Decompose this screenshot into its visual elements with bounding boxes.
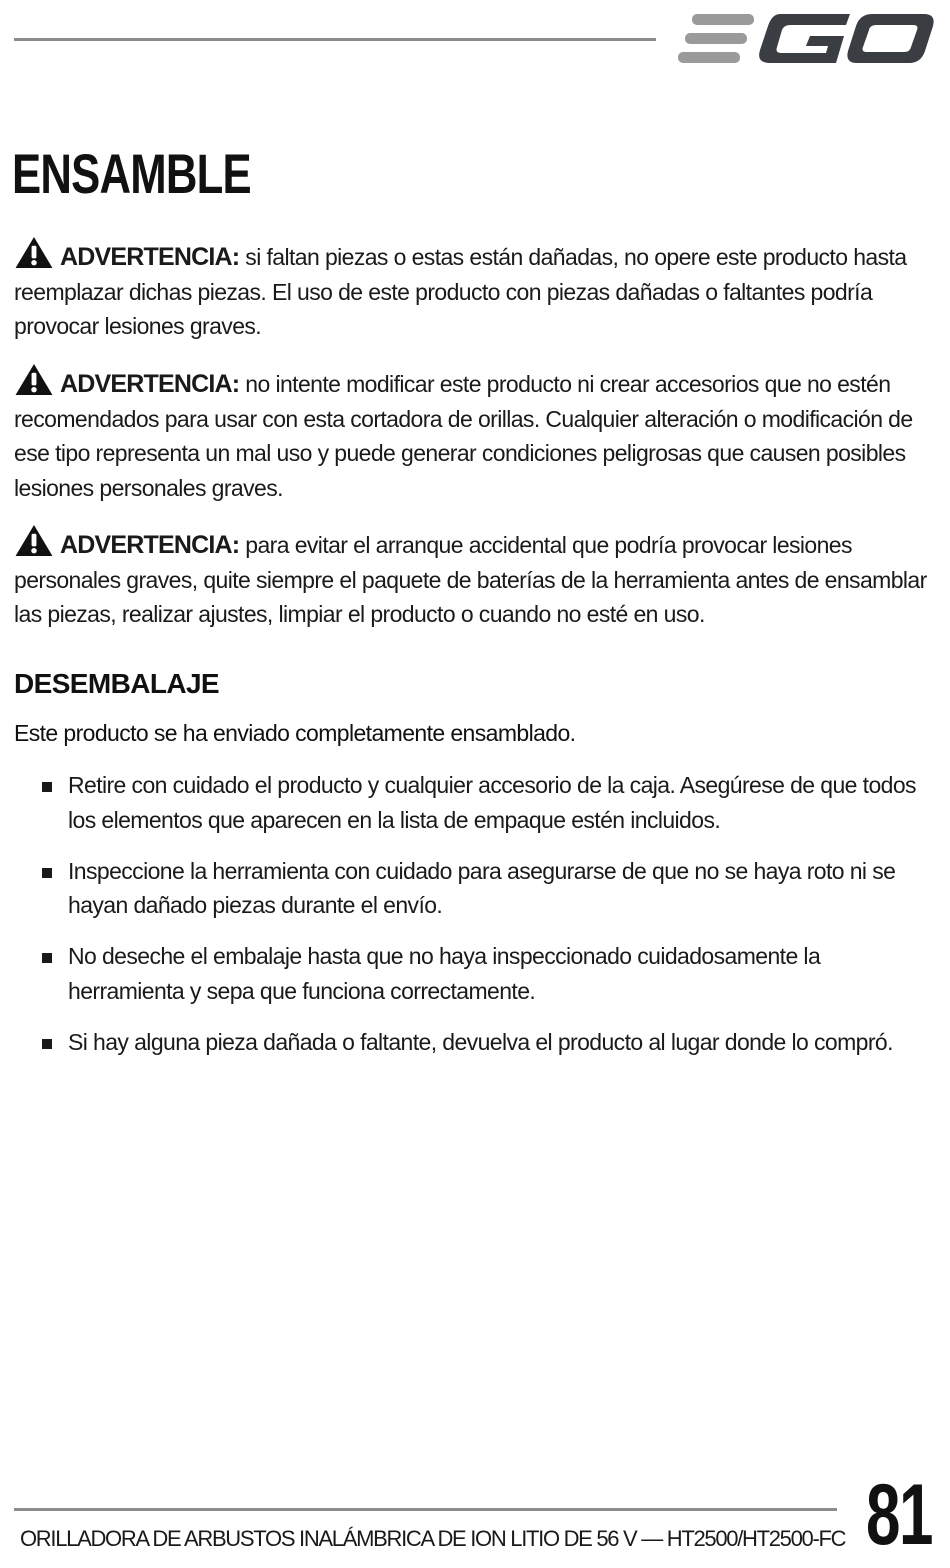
bullet-square-icon — [42, 782, 52, 792]
footer-product-line: ORILLADORA DE ARBUSTOS INALÁMBRICA DE ION LITIO DE 56 V — HT2500/HT2500-FC — [20, 1526, 846, 1551]
warning-text: si faltan piezas o estas están dañadas, no opere este producto hasta reemplazar dichas piezas. El uso de este producto con piezas dañadas o faltantes podría provocar lesiones graves. — [14, 244, 907, 339]
bullet-square-icon — [42, 868, 52, 878]
unpacking-list — [40, 768, 935, 1076]
warning-label: ADVERTENCIA: — [60, 531, 240, 559]
warning-paragraph — [14, 236, 938, 344]
warning-text: para evitar el arranque accidental que podría provocar lesiones personales graves, quite siempre el paquete de baterías de la herramienta antes de ensamblar las piezas, realizar ajustes, limpiar el producto o cuando no esté en uso. — [14, 532, 927, 627]
list-item-text: No deseche el embalaje hasta que no haya inspeccionado cuidadosamente la herramienta y sepa que funciona correctamente. — [68, 943, 821, 1004]
warning-paragraph — [14, 363, 938, 505]
unpacking-intro: Este producto se ha enviado completamente ensamblado. — [14, 720, 576, 746]
warning-label: ADVERTENCIA: — [60, 370, 240, 398]
warning-triangle-icon — [14, 236, 54, 269]
list-item-text: Retire con cuidado el producto y cualquier accesorio de la caja. Asegúrese de que todos los elementos que aparecen en la lista de empaque estén incluidos. — [68, 772, 916, 833]
ego-logo — [678, 10, 934, 68]
list-item — [40, 939, 935, 1008]
warning-text: no intente modificar este producto ni crear accesorios que no estén recomendados para usar con esta cortadora de orillas. Cualquier alteración o modificación de ese tipo representa un mal uso y puede generar condiciones peligrosas que causen posibles lesiones personales graves. — [14, 371, 913, 501]
list-item — [40, 854, 935, 923]
warning-paragraph — [14, 524, 938, 632]
list-item — [40, 768, 935, 837]
warning-label: ADVERTENCIA: — [60, 243, 240, 271]
unpacking-heading: DESEMBALAJE — [14, 668, 219, 699]
list-item-text: Si hay alguna pieza dañada o faltante, devuelva el producto al lugar donde lo compró. — [68, 1028, 893, 1055]
section-title: ENSAMBLE — [12, 142, 251, 205]
warning-triangle-icon — [14, 524, 54, 557]
bullet-square-icon — [42, 953, 52, 963]
footer-rule — [14, 1508, 837, 1511]
list-item-text: Inspeccione la herramienta con cuidado para asegurarse de que no se haya roto ni se hayan dañado piezas durante el envío. — [68, 857, 896, 918]
bullet-square-icon — [42, 1039, 52, 1049]
header-rule — [14, 38, 656, 41]
warning-triangle-icon — [14, 363, 54, 396]
page-number: 81 — [866, 1467, 933, 1563]
list-item — [40, 1025, 935, 1060]
